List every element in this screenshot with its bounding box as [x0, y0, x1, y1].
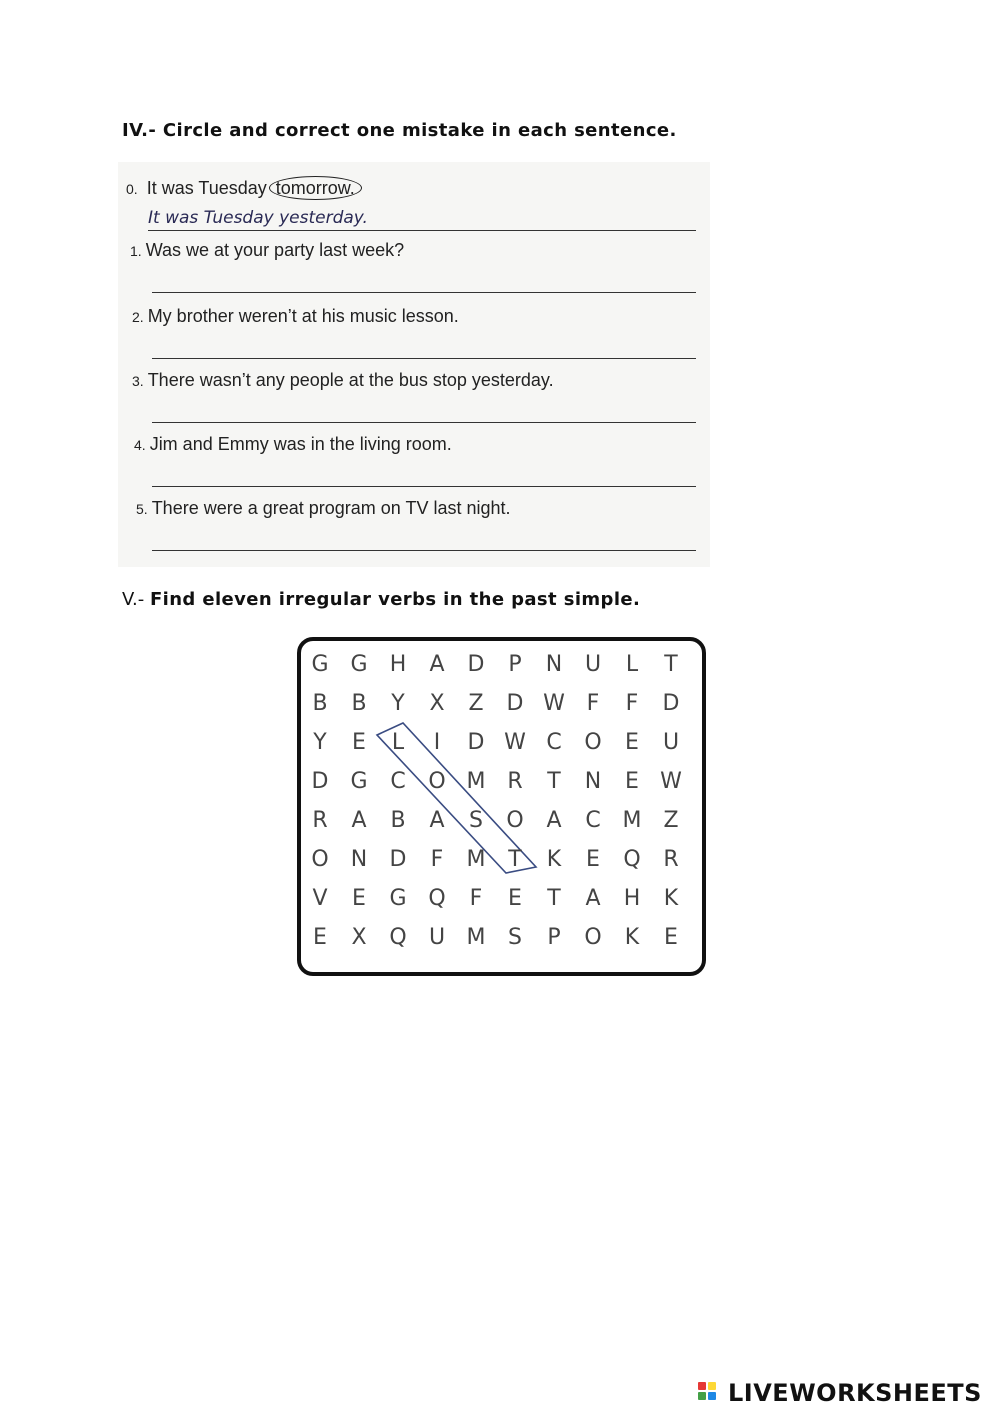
grid-letter[interactable]: T — [664, 652, 678, 677]
sentence-number: 2. — [132, 309, 144, 325]
logo-square — [708, 1392, 716, 1400]
grid-letter[interactable]: U — [428, 925, 446, 950]
grid-letter[interactable]: A — [351, 808, 367, 833]
exercise-sentence — [132, 370, 554, 391]
grid-letter[interactable]: B — [351, 691, 367, 716]
grid-letter[interactable]: E — [508, 886, 522, 911]
grid-letter[interactable]: D — [662, 691, 680, 716]
grid-letter[interactable]: K — [624, 925, 640, 950]
footer-logo — [696, 1378, 982, 1408]
section-5-heading — [122, 589, 640, 610]
exercise-sentence — [136, 498, 511, 519]
example-sentence — [126, 176, 362, 200]
example-answer-line — [148, 230, 696, 231]
section-5-title: Find eleven irregular verbs in the past simple. — [149, 589, 641, 610]
example-number: 0. — [126, 181, 138, 197]
grid-letter[interactable]: Y — [391, 691, 405, 716]
grid-letter[interactable]: A — [585, 886, 601, 911]
sentence-text: Jim and Emmy was in the living room. — [149, 434, 452, 454]
answer-line[interactable] — [152, 422, 696, 423]
grid-letter[interactable]: E — [586, 847, 600, 872]
grid-letter[interactable]: E — [664, 925, 678, 950]
grid-letter[interactable]: C — [546, 730, 562, 755]
grid-letter[interactable]: R — [663, 847, 679, 872]
grid-letter[interactable]: K — [663, 886, 679, 911]
grid-letter[interactable]: O — [428, 769, 446, 794]
grid-letter[interactable]: O — [311, 847, 329, 872]
example-text: It was Tuesday — [146, 178, 267, 198]
answer-line[interactable] — [152, 550, 696, 551]
sentence-number: 3. — [132, 373, 144, 389]
word-search-grid — [297, 637, 706, 976]
grid-letter[interactable]: R — [312, 808, 328, 833]
grid-letter[interactable]: D — [467, 730, 485, 755]
grid-letter[interactable]: L — [625, 652, 639, 677]
grid-letter[interactable]: L — [391, 730, 405, 755]
grid-letter[interactable]: Z — [468, 691, 484, 716]
exercise-sentence — [132, 306, 459, 327]
sentence-text: There were a great program on TV last night. — [151, 498, 511, 518]
grid-letter[interactable]: Z — [663, 808, 679, 833]
grid-letter[interactable]: C — [585, 808, 601, 833]
grid-letter[interactable]: E — [352, 886, 366, 911]
grid-letter[interactable]: X — [429, 691, 445, 716]
grid-letter[interactable]: G — [311, 652, 329, 677]
grid-letter[interactable]: D — [506, 691, 524, 716]
answer-line[interactable] — [152, 292, 696, 293]
sentence-number: 5. — [136, 501, 148, 517]
grid-letter[interactable]: M — [622, 808, 642, 833]
grid-letter[interactable]: O — [584, 730, 602, 755]
answer-line[interactable] — [152, 358, 696, 359]
grid-letter[interactable]: Y — [313, 730, 327, 755]
grid-letter[interactable]: D — [311, 769, 329, 794]
grid-letter[interactable]: F — [430, 847, 444, 872]
grid-letter[interactable]: N — [545, 652, 563, 677]
logo-text: LIVEWORKSHEETS — [728, 1379, 982, 1407]
grid-letter[interactable]: S — [508, 925, 522, 950]
grid-letter[interactable]: H — [623, 886, 641, 911]
example-answer: It was Tuesday yesterday. — [148, 208, 368, 228]
sentence-text: Was we at your party last week? — [145, 240, 405, 260]
grid-letter[interactable]: M — [466, 847, 486, 872]
circled-word: tomorrow. — [269, 176, 362, 200]
grid-letter[interactable]: R — [507, 769, 523, 794]
grid-letter[interactable]: E — [313, 925, 327, 950]
grid-letter[interactable]: G — [350, 652, 368, 677]
grid-letter[interactable]: Q — [623, 847, 641, 872]
sentence-number: 4. — [134, 437, 146, 453]
grid-letter[interactable]: U — [584, 652, 602, 677]
section-4-heading: IV.- Circle and correct one mistake in each sentence. — [122, 120, 677, 141]
grid-letter[interactable]: W — [660, 769, 682, 794]
grid-letter[interactable]: C — [390, 769, 406, 794]
grid-letter[interactable]: D — [389, 847, 407, 872]
grid-letter[interactable]: M — [466, 769, 486, 794]
grid-letter[interactable]: V — [312, 886, 328, 911]
logo-square — [698, 1382, 706, 1390]
grid-letter[interactable]: E — [352, 730, 366, 755]
grid-letter[interactable]: S — [469, 808, 483, 833]
answer-line[interactable] — [152, 486, 696, 487]
grid-letter[interactable]: G — [389, 886, 407, 911]
grid-letter[interactable]: F — [586, 691, 600, 716]
grid-letter[interactable]: P — [508, 652, 522, 677]
grid-letter[interactable]: E — [625, 730, 639, 755]
grid-letter[interactable]: W — [543, 691, 565, 716]
grid-letter[interactable]: B — [390, 808, 406, 833]
liveworksheets-logo-icon — [696, 1380, 726, 1406]
grid-letter[interactable]: P — [547, 925, 561, 950]
grid-letter[interactable]: D — [467, 652, 485, 677]
sentence-text: My brother weren’t at his music lesson. — [147, 306, 459, 326]
grid-letter[interactable]: O — [584, 925, 602, 950]
grid-letter[interactable]: G — [350, 769, 368, 794]
grid-letter[interactable]: T — [547, 769, 561, 794]
grid-letter[interactable]: N — [584, 769, 602, 794]
grid-letter[interactable]: T — [547, 886, 561, 911]
grid-letter[interactable]: K — [546, 847, 562, 872]
exercise-scan — [118, 162, 710, 567]
grid-letter[interactable]: M — [466, 925, 486, 950]
grid-letter[interactable]: A — [429, 808, 445, 833]
sentence-number: 1. — [130, 243, 142, 259]
grid-letter[interactable]: U — [662, 730, 680, 755]
grid-letter[interactable]: B — [312, 691, 328, 716]
grid-letter[interactable]: Q — [428, 886, 446, 911]
grid-letter[interactable]: T — [508, 847, 522, 872]
grid-letter[interactable]: A — [429, 652, 445, 677]
sentence-text: There wasn’t any people at the bus stop yesterday. — [147, 370, 554, 390]
logo-square — [698, 1392, 706, 1400]
grid-letter[interactable]: O — [506, 808, 524, 833]
grid-letter[interactable]: F — [469, 886, 483, 911]
grid-letter[interactable]: A — [546, 808, 562, 833]
logo-square — [708, 1382, 716, 1390]
exercise-sentence — [130, 240, 404, 261]
grid-letter[interactable]: F — [625, 691, 639, 716]
grid-letter[interactable]: W — [504, 730, 526, 755]
grid-letter[interactable]: N — [350, 847, 368, 872]
grid-letter[interactable]: H — [389, 652, 407, 677]
grid-letter[interactable]: I — [433, 730, 441, 755]
section-5-prefix: V.- — [122, 589, 150, 610]
exercise-sentence — [134, 434, 452, 455]
grid-letter[interactable]: Q — [389, 925, 407, 950]
grid-letter[interactable]: E — [625, 769, 639, 794]
grid-letter[interactable]: X — [351, 925, 367, 950]
